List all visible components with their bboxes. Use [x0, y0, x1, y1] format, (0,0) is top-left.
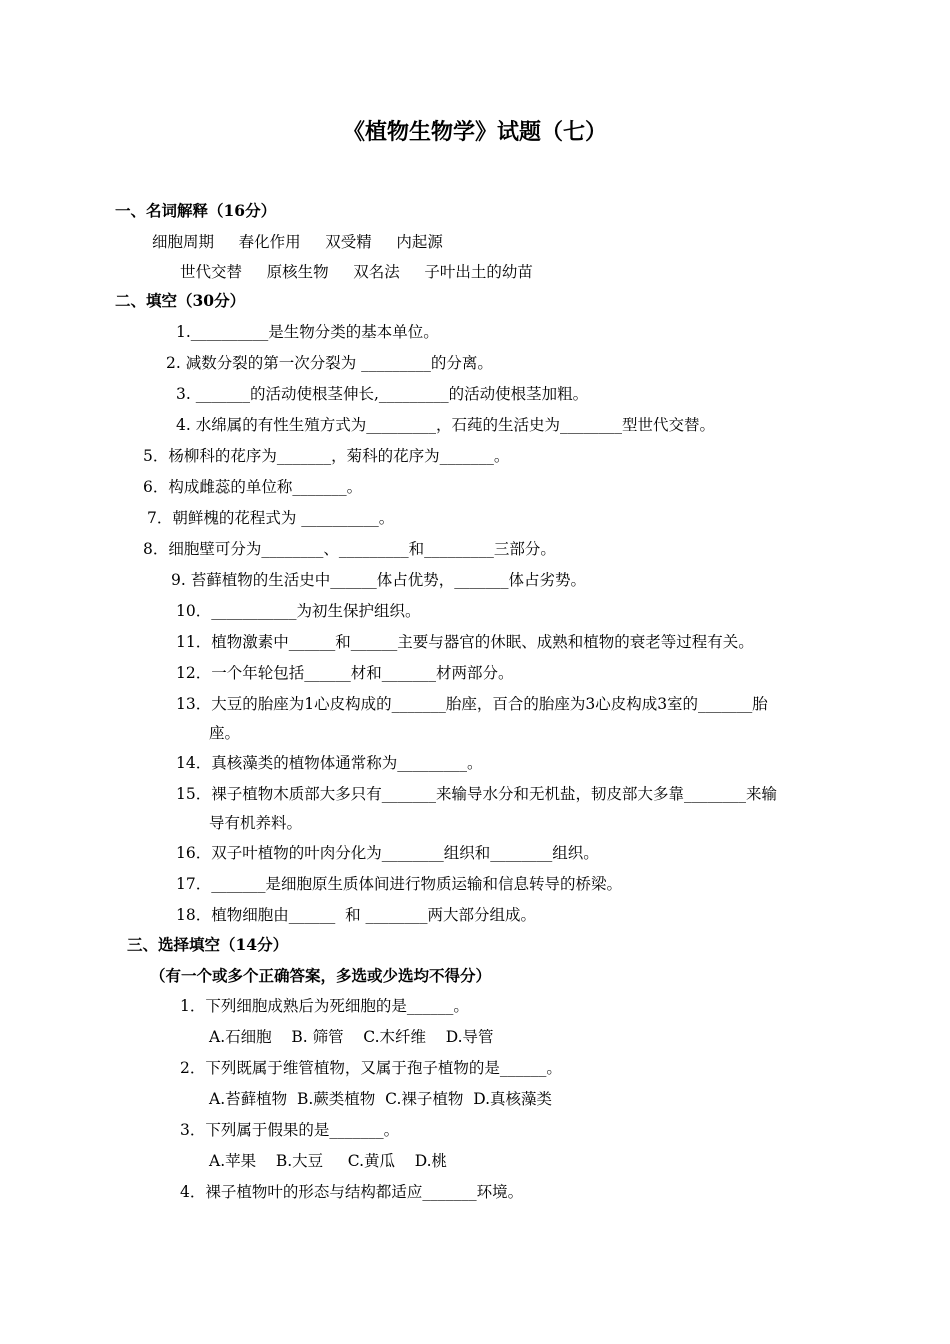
- choice-question-2-options: A.苔藓植物 B.蕨类植物 C.裸子植物 D.真核藻类: [209, 1090, 553, 1108]
- fill-question-9: 9. 苔藓植物的生活史中______体占优势，_______体占劣势。: [171, 571, 586, 589]
- section-1-heading: 一、名词解释（16分）: [115, 201, 277, 220]
- choice-question-3-options: A.苹果 B.大豆 C.黄瓜 D.桃: [209, 1152, 448, 1170]
- fill-question-16: 16．双子叶植物的叶肉分化为________组织和________组织。: [176, 844, 599, 862]
- fill-question-2: 2. 减数分裂的第一次分裂为 _________的分离。: [166, 354, 493, 372]
- section-2-heading: 二、填空（30分）: [115, 291, 246, 310]
- fill-question-14: 14．真核藻类的植物体通常称为_________。: [176, 754, 483, 772]
- fill-question-5: 5．杨柳科的花序为_______，菊科的花序为_______。: [143, 447, 510, 465]
- choice-question-3: 3．下列属于假果的是_______。: [180, 1121, 400, 1139]
- fill-question-11: 11．植物激素中______和______主要与器官的休眠、成熟和植物的衰老等过程有关。: [176, 633, 754, 651]
- fill-question-3: 3. _______的活动使根茎伸长,_________的活动使根茎加粗。: [176, 385, 589, 403]
- term-row-1: 细胞周期 春化作用 双受精 内起源: [152, 233, 443, 251]
- section-3-heading: 三、选择填空（14分）: [127, 935, 289, 954]
- choice-question-1-options: A.石细胞 B. 筛管 C.木纤维 D.导管: [209, 1028, 494, 1046]
- fill-question-15: 15．裸子植物木质部大多只有_______来输导水分和无机盐，韧皮部大多靠________来输: [176, 785, 777, 803]
- fill-question-15-continued: 导有机养料。: [209, 814, 303, 832]
- choice-question-4: 4．裸子植物叶的形态与结构都适应_______环境。: [180, 1183, 524, 1201]
- fill-question-6: 6．构成雌蕊的单位称_______。: [143, 478, 363, 496]
- fill-question-13: 13．大豆的胎座为1心皮构成的_______胎座，百合的胎座为3心皮构成3室的_______胎: [176, 695, 768, 713]
- choice-question-1: 1．下列细胞成熟后为死细胞的是______。: [180, 997, 469, 1015]
- section-3-note: （有一个或多个正确答案，多选或少选均不得分）: [150, 966, 492, 985]
- fill-question-4: 4. 水绵属的有性生殖方式为_________，石莼的生活史为________型世代交替。: [176, 416, 715, 434]
- term-row-2: 世代交替 原核生物 双名法 子叶出土的幼苗: [180, 263, 533, 281]
- fill-question-1: 1.__________是生物分类的基本单位。: [176, 323, 439, 341]
- choice-question-2: 2．下列既属于维管植物，又属于孢子植物的是______。: [180, 1059, 562, 1077]
- fill-question-18: 18．植物细胞由______ 和 ________两大部分组成。: [176, 906, 537, 924]
- fill-question-7: 7．朝鲜槐的花程式为 __________。: [147, 509, 395, 527]
- fill-question-12: 12．一个年轮包括______材和_______材两部分。: [176, 664, 514, 682]
- fill-question-13-continued: 座。: [209, 724, 241, 742]
- fill-question-10: 10．___________为初生保护组织。: [176, 602, 421, 620]
- fill-question-8: 8．细胞壁可分为________、_________和_________三部分。: [143, 540, 556, 558]
- fill-question-17: 17．_______是细胞原生质体间进行物质运输和信息转导的桥梁。: [176, 875, 622, 893]
- page-title: 《植物生物学》试题（七）: [342, 119, 607, 145]
